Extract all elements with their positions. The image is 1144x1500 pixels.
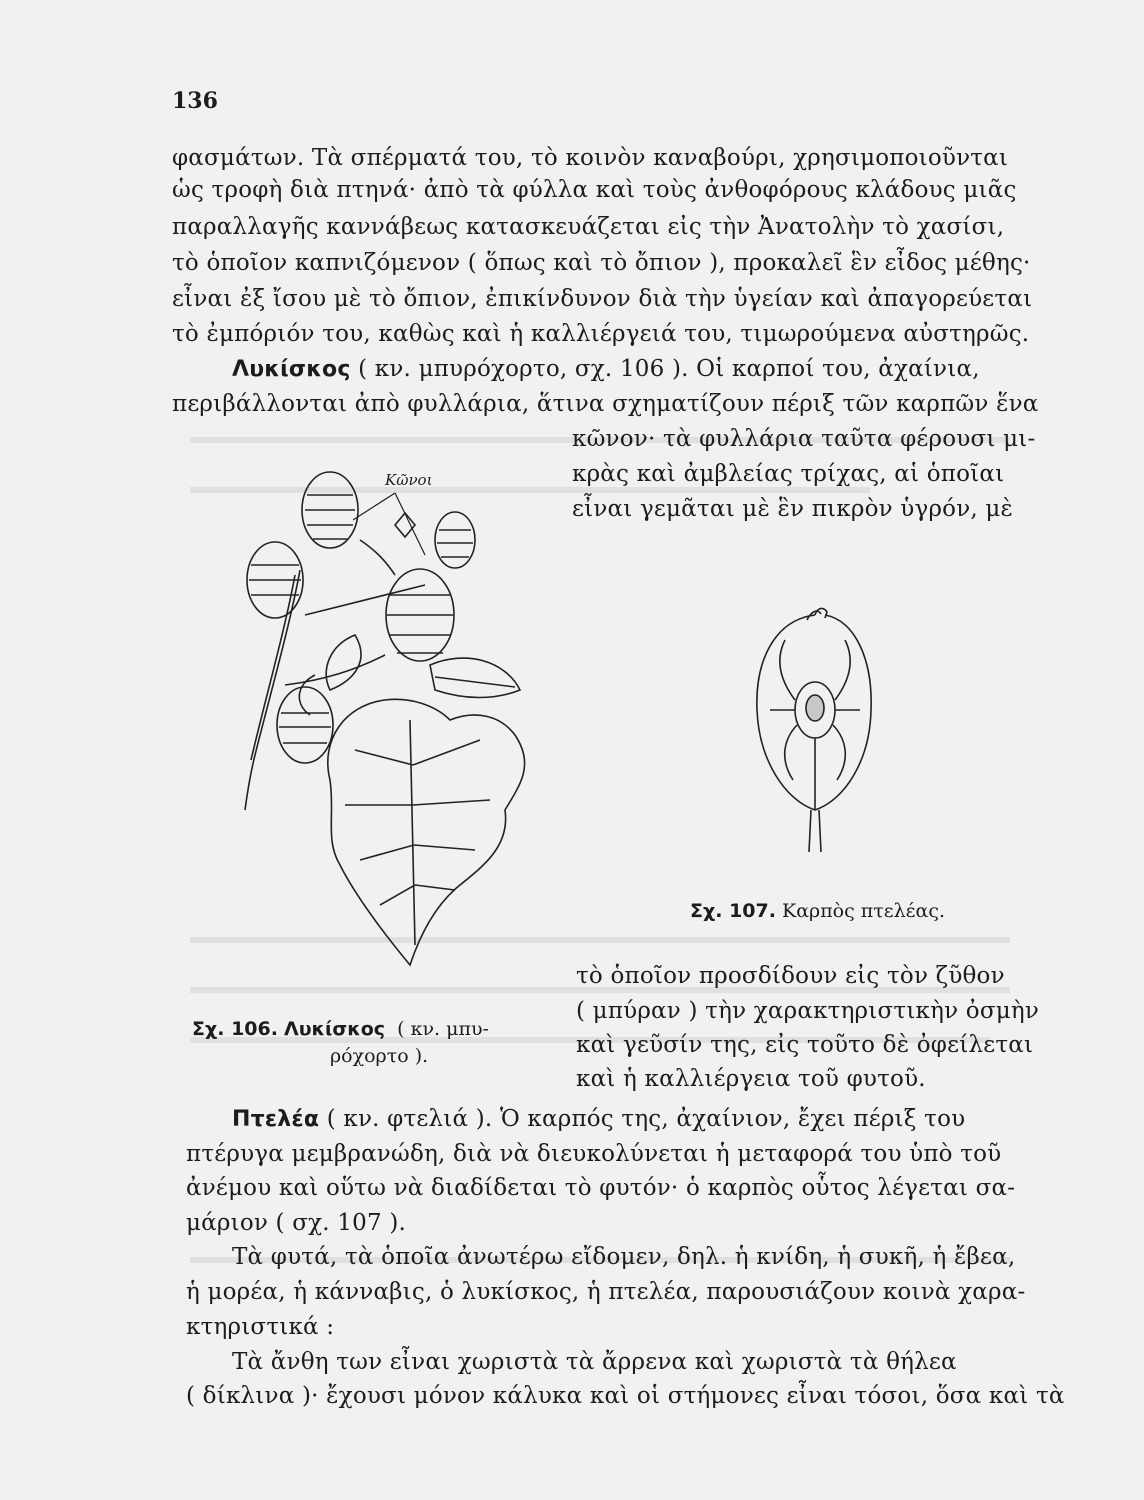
figure-106-name: Λυκίσκος (284, 1018, 386, 1040)
text-line: φασμάτων. Τὰ σπέρματά του, τὸ κοινὸν καναβούρι, χρησιμοποιοῦνται (172, 145, 1009, 171)
text-line: ( μπύραν ) τὴν χαρακτηριστικὴν ὀσμὴν (576, 998, 1040, 1024)
figure-106-caption-line-2: ρόχορτο ). (330, 1045, 429, 1067)
lykiskos-line-1 (232, 354, 980, 385)
figure-106-caption-part: ( κν. μπυ- (397, 1018, 489, 1040)
text-line: μάριον ( σχ. 107 ). (186, 1210, 406, 1236)
text-line: καὶ ἡ καλλιέργεια τοῦ φυτοῦ. (576, 1066, 926, 1092)
text-line: ἀνέμου καὶ οὕτω νὰ διαδίδεται τὸ φυτόν· ὁ καρπὸς οὗτος λέγεται σα- (186, 1175, 1016, 1201)
text-line: τὸ ὁποῖον καπνιζόμενον ( ὅπως καὶ τὸ ὄπιον ), προκαλεῖ ἓν εἶδος μέθης· (172, 250, 1031, 276)
text-line: εἶναι ἐξ ἴσου μὲ τὸ ὄπιον, ἐπικίνδυνον διὰ τὴν ὑγείαν καὶ ἀπαγορεύεται (172, 286, 1033, 312)
text-line: ἡ μορέα, ἡ κάνναβις, ὁ λυκίσκος, ἡ πτελέα, παρουσιάζουν κοινὰ χαρα- (186, 1279, 1026, 1305)
lykiskos-heading: Λυκίσκος (232, 357, 351, 382)
text-line: παραλλαγῆς καννάβεως κατασκευάζεται εἰς τὴν Ἀνατολὴν τὸ χασίσι, (172, 214, 1005, 240)
figure-107-caption (690, 900, 945, 922)
elm-fruit-illustration (745, 600, 895, 860)
text-line: Τὰ ἄνθη των εἶναι χωριστὰ τὰ ἄρρενα καὶ χωριστὰ τὰ θήλεα (232, 1349, 957, 1375)
text-line: καὶ γεῦσίν της, εἰς τοῦτο δὲ ὀφείλεται (576, 1032, 1034, 1058)
text-line: κρὰς καὶ ἀμβλείας τρίχας, αἱ ὁποῖαι (572, 461, 1005, 487)
text-line: Τὰ φυτά, τὰ ὁποῖα ἀνωτέρω εἴδομεν, δηλ. ἡ κνίδη, ἡ συκῆ, ἡ ἔβεα, (232, 1244, 1016, 1270)
text-line: ( δίκλινα )· ἔχουσι μόνον κάλυκα καὶ οἱ στήμονες εἶναι τόσοι, ὅσα καὶ τὰ (186, 1383, 1065, 1409)
text-line: εἶναι γεμᾶται μὲ ἓν πικρὸν ὑγρόν, μὲ (572, 496, 1014, 522)
page-number: 136 (172, 88, 218, 114)
hop-plant-illustration (235, 465, 565, 985)
figure-107-number: Σχ. 107. (690, 900, 776, 922)
text-line: τὸ ἐμπόριόν του, καθὼς καὶ ἡ καλλιέργειά του, τιμωρούμενα αὐστηρῶς. (172, 321, 1030, 347)
figure-106-caption-line-1 (192, 1018, 489, 1040)
text-line: ὡς τροφὴ διὰ πτηνά· ἀπὸ τὰ φύλλα καὶ τοὺς ἀνθοφόρους κλάδους μιᾶς (172, 177, 1017, 203)
ptelea-heading: Πτελέα (232, 1107, 320, 1132)
cones-label: Κῶνοι (385, 471, 433, 489)
text-line: περιβάλλονται ἀπὸ φυλλάρια, ἅτινα σχηματίζουν πέριξ τῶν καρπῶν ἕνα (172, 391, 1039, 417)
text-line: τὸ ὁποῖον προσδίδουν εἰς τὸν ζῦθον (576, 963, 1005, 989)
figure-106-number: Σχ. 106. (192, 1018, 278, 1040)
text-line: κῶνον· τὰ φυλλάρια ταῦτα φέρουσι μι- (572, 426, 1036, 452)
text-line: κτηριστικά : (186, 1314, 335, 1340)
ptelea-line-1-text: ( κν. φτελιά ). Ὁ καρπός της, ἀχαίνιον, ἔχει πέριξ του (319, 1106, 966, 1132)
lykiskos-line-1-text: ( κν. μπυρόχορτο, σχ. 106 ). Οἱ καρποί του, ἀχαίνια, (350, 356, 980, 382)
text-line: πτέρυγα μεμβρανώδη, διὰ νὰ διευκολύνεται ἡ μεταφορά του ὑπὸ τοῦ (186, 1141, 1002, 1167)
ptelea-line-1 (232, 1104, 965, 1135)
figure-107-text: Καρπὸς πτελέας. (782, 900, 946, 922)
